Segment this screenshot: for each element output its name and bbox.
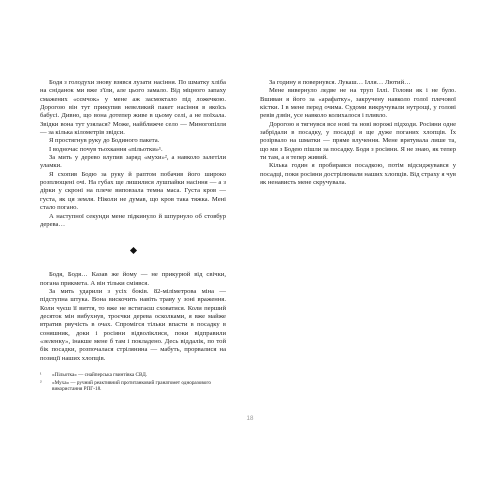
left-paragraphs-after xyxy=(40,271,226,363)
footnotes xyxy=(40,372,226,393)
paragraph: І водночас почув тьохкання «пільотки»¹. xyxy=(49,145,163,153)
paragraph: Дорогою я тягнувся все нові та нові ворожі підходи. Росіяни одне забрідали в посадку, у посадці я ще дуже поганих хлопців. Їх розірвало на шматки — пряме влучення. Мене врятувала лише та, що ми з Бодею пішли за посадку. Бодя з росіяни. Я не знаю, як тепер ти там, а я тепер живий. xyxy=(260,120,456,162)
footnote-mark: ² xyxy=(40,379,42,386)
page-number: 18 xyxy=(246,415,254,422)
right-column xyxy=(260,79,456,187)
paragraph: Я схопив Бодю за руку й раптом побачив його широко розплющені очі. На губах ще лишилися лушпайки насіння — а з дірки у скроні на плече виповзала темна маса. Густа кров — густа, як ця земля. Ніколи не думав, що кров така тяжка. Мені стало погано. xyxy=(40,170,226,212)
paragraph: Кілька годин я пробирався посадкою, потім відсиджувався у посадці, поки росіяни дострілювали наших хлопців. Від страху я чув як ненависть мене скручувала. xyxy=(260,162,456,187)
left-column xyxy=(40,79,226,394)
paragraph: За мить у дерево влупив заряд «мухи»², а навколо залетіли уламки. xyxy=(40,154,226,170)
paragraph: Бодя, Бодя… Казав же йому — не прикурюй від свічки, погана прикмета. А він тільки сміявся. xyxy=(40,271,226,287)
footnote-text: «Муха» — ручний реактивний протитанковий гранатомет одноразового використання РПГ-18. xyxy=(52,379,211,393)
footnote-mark: ¹ xyxy=(40,371,42,378)
section-separator xyxy=(40,229,226,271)
paragraph: За годину я повернувся. Лукаш… Ілля… Лютий… xyxy=(269,79,411,86)
right-paragraphs xyxy=(260,79,456,187)
paragraph: Я простягнув руку до Бодиного пакета. xyxy=(49,137,160,145)
footnote xyxy=(40,372,226,379)
paragraph: За мить ударили з усіх боків. 82-міліметрова міна — підступна штука. Вона вискочить навіть траву у зоні враження. Коли чуєш її виття, то вже не встигаєш сховатися. Коли перший десяток мін вибухнув, троєчки дерева осколками, я вже майже втратив рвучість в очах. Спромігся тільки впасти в посадку в соняшник, доки і росіяни відволіклися, поки відправили «зеленку», інакше мене б там і покладено. Десь віддалік, по той бік посадки, розпочалася стрілянина — мабуть, прорвалися на позиції наших хлопців. xyxy=(40,287,226,362)
paragraph: Мене вивернуло ледве не на труп Іллі. Голови як і не було. Вшиван я його за «арафатку», закручену навколо голої плечової кістки. І в мене перед очима. Судоми викручували нутрощі, у голові ревів дзвін, усе навколо колихалося і пливло. xyxy=(260,87,456,120)
paragraph: Бодя з голодухи знову взявся лузати насіння. По шматку хліба на сніданок ми вже з'їли, але цього замало. Від міцного запаху смажених «сємчок» у мене аж засмоктало під ложечкою. Дорогою він тут прикупив невеликий пакет насіння в якоїсь бабусі. Дивно, що вона дотепер живе в цьому селі, а не поїхала. Звідки вона тут узялася? Може, найближче село — Миногопілля — за кілька кілометрів звідси. xyxy=(40,79,226,137)
left-paragraphs-before xyxy=(40,79,226,229)
footnote-text: «Пільотка» — снайперська гвинтівка СВД. xyxy=(52,371,148,378)
footnote xyxy=(40,380,226,393)
diamond-separator-icon xyxy=(129,247,136,254)
paragraph: А наступної секунди мене підкинуло й шпурнуло об стовбур дерева… xyxy=(40,212,226,228)
